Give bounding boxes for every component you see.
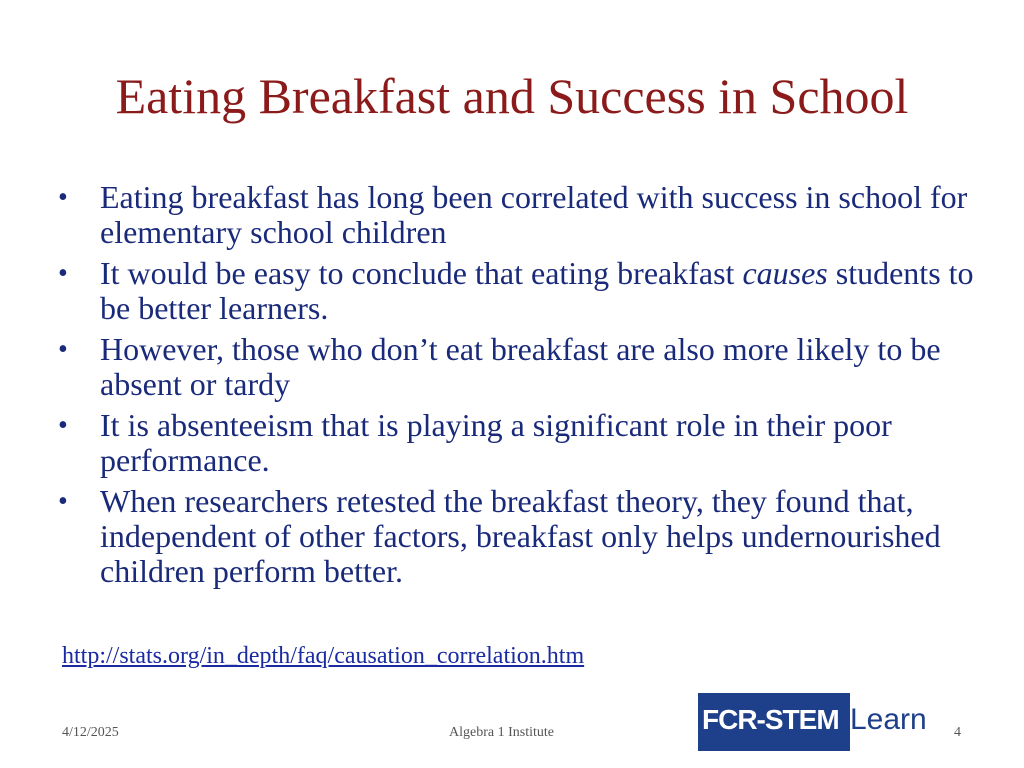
bullet-item — [56, 408, 976, 478]
bullet-text: It is absenteeism that is playing a significant role in their poor performance. — [100, 407, 892, 478]
bullet-text: Eating breakfast has long been correlated with success in school for elementary school children — [100, 179, 968, 250]
bullet-dot-icon: • — [58, 258, 68, 289]
bullet-dot-icon: • — [58, 410, 68, 441]
bullet-dot-icon: • — [58, 334, 68, 365]
source-link[interactable]: http://stats.org/in_depth/faq/causation_correlation.htm — [62, 643, 585, 669]
bullet-dot-icon: • — [58, 182, 68, 213]
bullet-text: When researchers retested the breakfast theory, they found that, independent of other factors, breakfast only helps undernourished children perform better. — [100, 483, 941, 589]
fcr-stem-learn-logo — [698, 693, 928, 753]
logo-text-main: FCR-STEM — [702, 704, 839, 735]
logo-text-learn: Learn — [850, 703, 927, 736]
footer-title: Algebra 1 Institute — [449, 725, 554, 740]
bullet-text — [100, 255, 974, 326]
bullet-item — [56, 180, 976, 250]
footer-date: 4/12/2025 — [62, 725, 119, 740]
bullet-item — [56, 256, 976, 326]
bullet-text: However, those who don’t eat breakfast are also more likely to be absent or tardy — [100, 331, 941, 402]
bullet-text-start: It would be easy to conclude that eating breakfast — [100, 255, 743, 291]
slide-title: Eating Breakfast and Success in School — [115, 68, 909, 124]
bullet-item — [56, 484, 976, 589]
bullet-list — [56, 180, 976, 595]
bullet-text-emphasis: causes — [742, 255, 828, 291]
logo-box — [698, 693, 850, 751]
bullet-dot-icon: • — [58, 486, 68, 517]
bullet-item — [56, 332, 976, 402]
bullet-text-end: students to be better learners. — [100, 255, 974, 326]
page-number: 4 — [954, 725, 961, 740]
